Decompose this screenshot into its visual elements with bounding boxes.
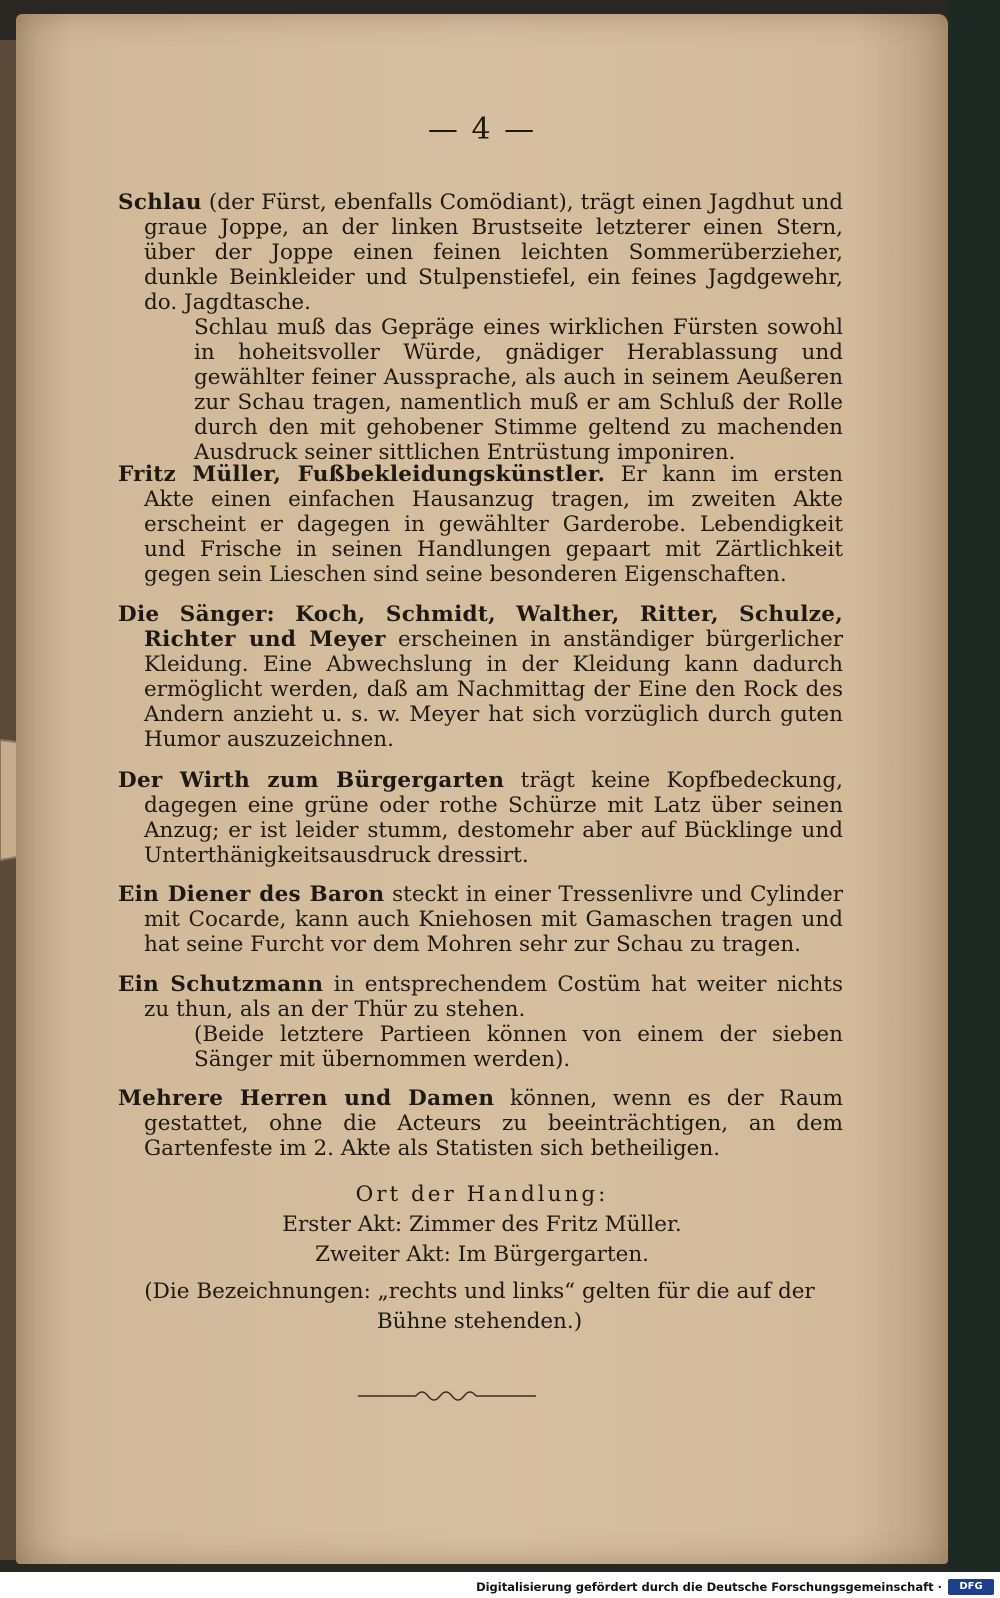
- location-act-1: Erster Akt: Zimmer des Fritz Müller.: [282, 1212, 682, 1237]
- location-act-2: Zweiter Akt: Im Bürgergarten.: [315, 1242, 649, 1267]
- entry-diener: [118, 882, 843, 957]
- character-name: Schlau: [118, 190, 202, 215]
- entry-note: (Beide letztere Partieen können von einem der sieben Sänger mit übernommen werden).: [194, 1022, 843, 1072]
- character-name: Die Sänger: Koch, Schmidt, Walther, Ritter, Schulze, Richter und Meyer: [118, 602, 843, 652]
- entry-text: Er kann im ersten Akte einen einfachen Hausanzug tragen, im zweiten Akte erscheint er dagegen in gewählter Garderobe. Lebendigkeit und Frische in seinen Handlungen gepaart mit Zärtlichkeit gegen sein Lieschen sind seine besonderen Eigenschaften.: [144, 462, 844, 587]
- entry-text: können, wenn es der Raum gestattet, ohne die Acteurs zu beeinträchtigen, an dem Gartenfeste im 2. Akte als Statisten sich betheiligen.: [144, 1086, 843, 1161]
- ornamental-divider: [358, 1386, 538, 1406]
- location-heading: Ort der Handlung:: [355, 1182, 609, 1207]
- character-name: Fritz Müller, Fußbekleidungskünstler.: [118, 462, 606, 487]
- entry-text: (der Fürst, ebenfalls Comödiant), trägt einen Jagdhut und graue Joppe, an der linken Brustseite letzterer einen Stern, über der Joppe einen feinen leichten Sommerüberzieher, dunkle Beinkleider und Stulpenstiefel, ein feines Jagdgewehr, do. Jagdtasche.: [144, 190, 843, 315]
- entry-text: erscheinen in anständiger bürgerlicher Kleidung. Eine Abwechslung in der Kleidung kann dadurch ermöglicht werden, daß am Nachmittag der Eine den Rock des Andern anzieht u. s. w. Meyer hat sich vorzüglich durch guten Humor auszuzeichnen.: [144, 627, 843, 752]
- location-block: [0, 1180, 964, 1270]
- entry-text: in entsprechendem Costüm hat weiter nichts zu thun, als an der Thür zu stehen.: [144, 972, 843, 1022]
- entry-text: steckt in einer Tressenlivre und Cylinder mit Cocarde, kann auch Kniehosen mit Gamaschen tragen und hat seine Furcht vor dem Mohren sehr zur Schau zu tragen.: [144, 882, 843, 957]
- entry-schlau: [118, 190, 843, 465]
- entry-saenger: [118, 602, 843, 752]
- digitization-credit: Digitalisierung gefördert durch die Deutsche Forschungsgemeinschaft ·: [476, 1580, 942, 1594]
- entry-herren-damen: [118, 1086, 843, 1161]
- entry-text: trägt keine Kopfbedeckung, dagegen eine grüne oder rothe Schürze mit Latz über seinen Anzug; er ist leider stumm, destomehr aber auf Bücklinge und Unterthänigkeitsausdruck dressirt.: [144, 768, 843, 868]
- stage-direction-note: (Die Bezeichnungen: „rechts und links“ gelten für die auf der Bühne stehenden.): [144, 1279, 815, 1334]
- entry-fritz-mueller: [118, 462, 843, 587]
- character-name: Mehrere Herren und Damen: [118, 1086, 495, 1111]
- entry-wirth: [118, 768, 843, 868]
- entry-schutzmann: [118, 972, 843, 1072]
- character-name: Ein Diener des Baron: [118, 882, 385, 907]
- entry-note: Schlau muß das Gepräge eines wirklichen Fürsten sowohl in hoheitsvoller Würde, gnädiger Herablassung und gewählter feiner Aussprache, als auch in seinem Aeußeren zur Schau tragen, namentlich muß er am Schluß der Rolle durch den mit gehobener Stimme geltend zu machenden Ausdruck seiner sittlichen Entrüstung imponiren.: [194, 315, 843, 465]
- character-name: Der Wirth zum Bürgergarten: [118, 768, 505, 793]
- dfg-logo-icon: DFG: [948, 1579, 994, 1595]
- character-name: Ein Schutzmann: [118, 972, 324, 997]
- page-number: — 4 —: [427, 112, 537, 147]
